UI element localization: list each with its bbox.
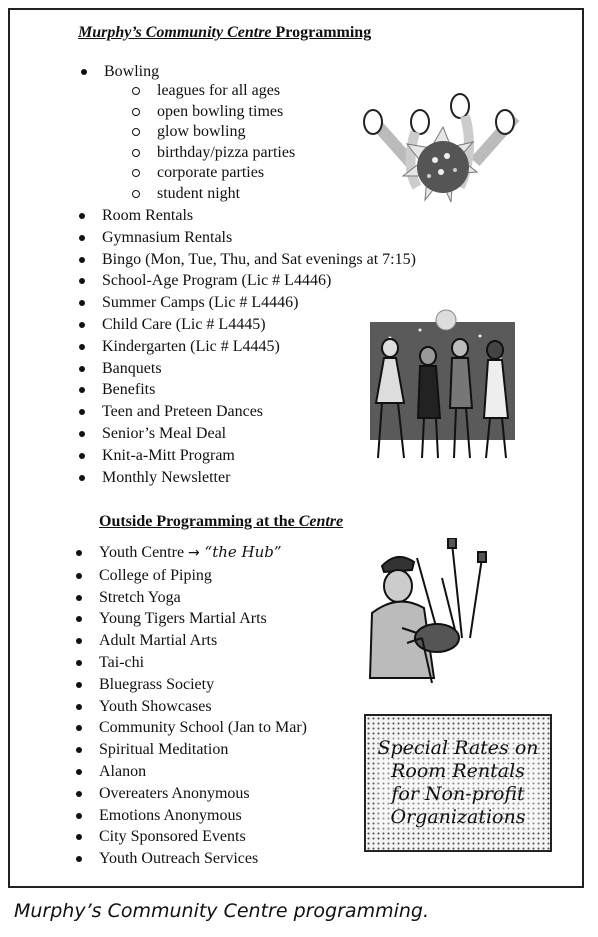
outside-program-list-item: Youth Showcases (99, 696, 307, 718)
program-list-item: Summer Camps (Lic # L4446) (102, 292, 416, 314)
program-list-item: Kindergarten (Lic # L4445) (102, 336, 416, 358)
list-item-bowling: Bowling (104, 61, 159, 83)
outside-program-list-item: Tai-chi (99, 652, 307, 674)
special-rates-line: Organizations (390, 806, 526, 828)
special-rates-line: for Non-profit (391, 783, 525, 805)
program-list-item: Child Care (Lic # L4445) (102, 314, 416, 336)
outside-program-list-item: Youth Outreach Services (99, 848, 307, 870)
program-list-item: Bingo (Mon, Tue, Thu, and Sat evenings at 7:15) (102, 249, 416, 271)
bowling-subitem: leagues for all ages (157, 81, 295, 102)
bowling-illustration (355, 92, 530, 212)
list-item-youth-centre: Youth Centre → “the Hub” (99, 542, 307, 565)
outside-program-list-item: Young Tigers Martial Arts (99, 608, 307, 630)
bowling-subitem: open bowling times (157, 102, 295, 123)
outside-program-list-item: Emotions Anonymous (99, 805, 307, 827)
bowling-subitem: birthday/pizza parties (157, 143, 295, 164)
dancers-illustration (360, 308, 518, 468)
program-list-item: Benefits (102, 379, 416, 401)
bagpiper-illustration (362, 538, 512, 683)
outside-program-list-item: College of Piping (99, 565, 307, 587)
figure-caption: Murphy’s Community Centre programming. (14, 900, 430, 922)
outside-program-list-item: Spiritual Meditation (99, 739, 307, 761)
outside-programming-heading: Outside Programming at the Centre (99, 513, 344, 530)
outside-program-list-item: Community School (Jan to Mar) (99, 717, 307, 739)
outside-program-list-item: Bluegrass Society (99, 674, 307, 696)
outside-program-list-item: City Sponsored Events (99, 826, 307, 848)
outside-programs-list (99, 542, 307, 870)
outside-program-list-item: Alanon (99, 761, 307, 783)
program-list-item: Room Rentals (102, 205, 416, 227)
special-rates-line: Room Rentals (391, 760, 525, 782)
program-list-item: Senior’s Meal Deal (102, 423, 416, 445)
bowling-list (104, 61, 159, 83)
program-list-item: School-Age Program (Lic # L4446) (102, 270, 416, 292)
program-list-item: Teen and Preteen Dances (102, 401, 416, 423)
bowling-subitem: corporate parties (157, 163, 295, 184)
program-list-item: Knit-a-Mitt Program (102, 445, 416, 467)
program-list-item: Monthly Newsletter (102, 467, 416, 489)
arrow-icon: → (188, 545, 200, 561)
outside-program-list-item: Overeaters Anonymous (99, 783, 307, 805)
program-list-item: Banquets (102, 358, 416, 380)
special-rates-line: Special Rates on (377, 737, 539, 759)
bowling-subitem: student night (157, 184, 295, 205)
program-list-item: Gymnasium Rentals (102, 227, 416, 249)
bowling-sublist (157, 81, 295, 204)
outside-program-list-item: Adult Martial Arts (99, 630, 307, 652)
outside-program-list-item: Stretch Yoga (99, 587, 307, 609)
bowling-subitem: glow bowling (157, 122, 295, 143)
special-rates-box (364, 714, 552, 852)
page-title: Murphy’s Community Centre Programming (78, 24, 372, 41)
special-rates-text (378, 737, 539, 829)
